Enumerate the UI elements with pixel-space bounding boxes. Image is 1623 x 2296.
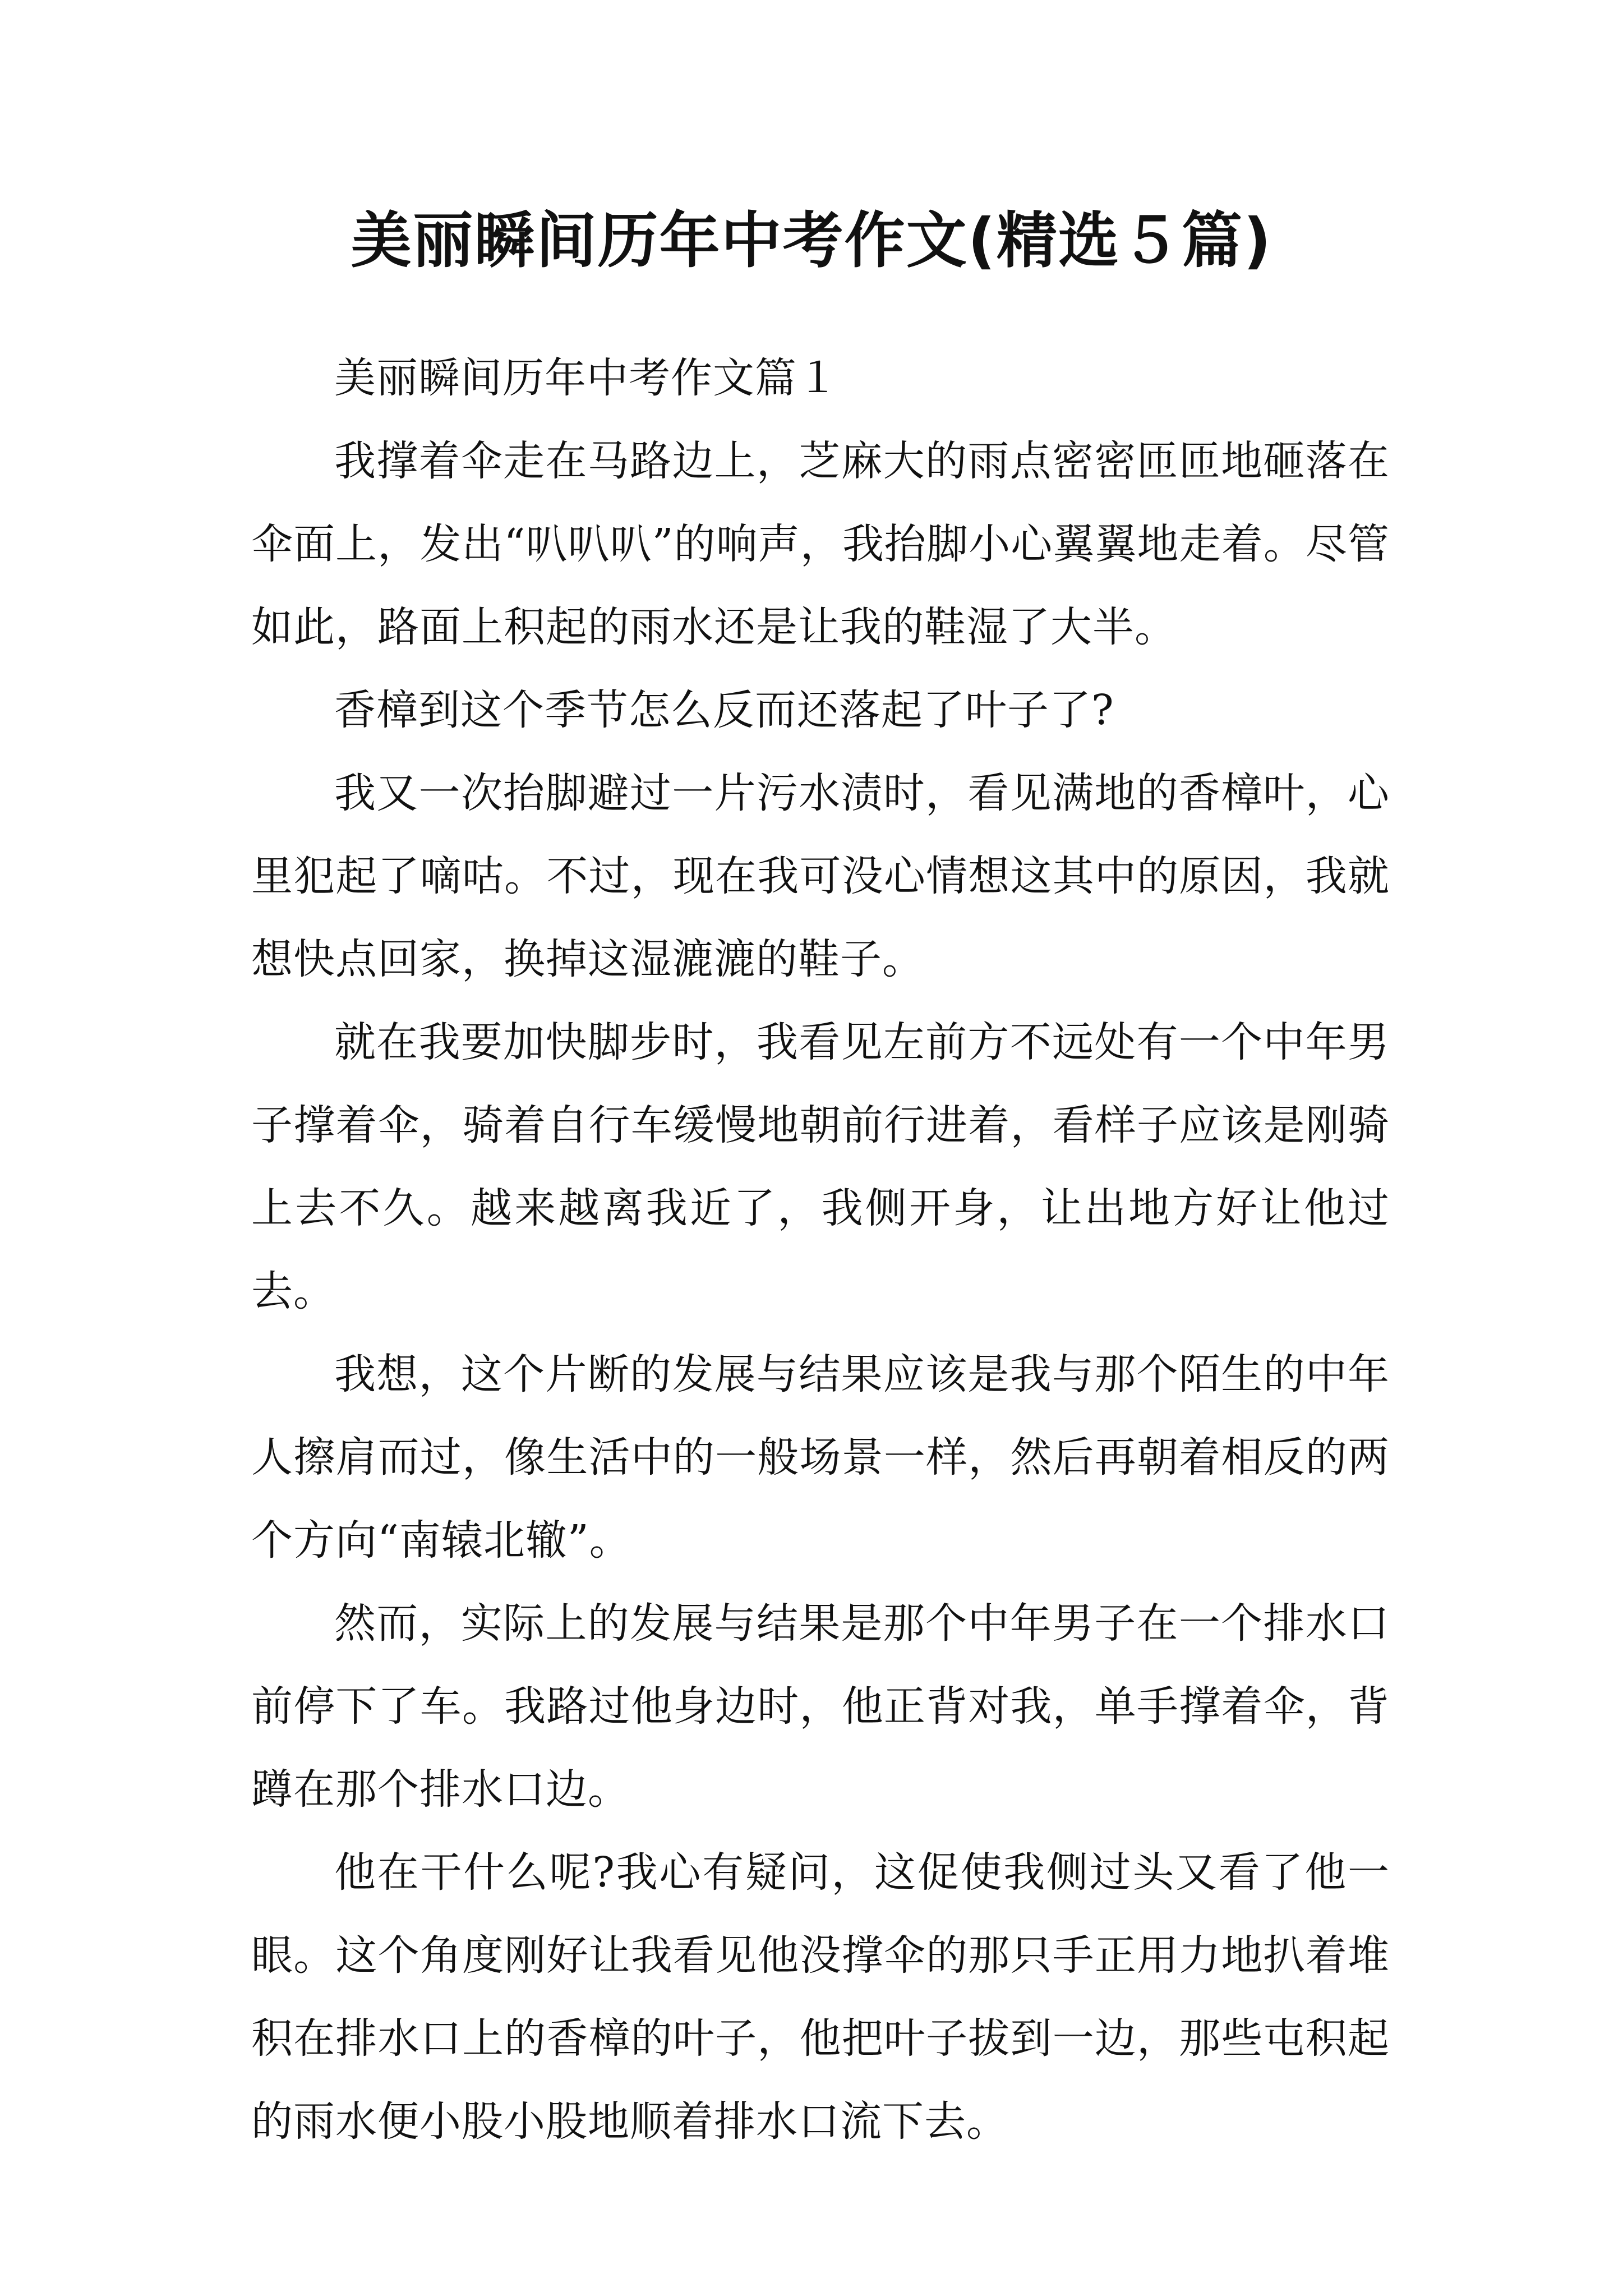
document-title: 美丽瞬间历年中考作文(精选５篇): [351, 206, 1272, 276]
paragraph-6: 然而，实际上的发展与结果是那个中年男子在一个排水口前停下了车。我路过他身边时，他正背对我，单手撑着伞，背蹲在那个排水口边。: [251, 1599, 1390, 1814]
paragraph-7: 他在干什么呢?我心有疑问，这促使我侧过头又看了他一眼。这个角度刚好让我看见他没撑伞的那只手正用力地扒着堆积在排水口上的香樟的叶子，他把叶子拔到一边，那些屯积起的雨水便小股小股地顺着排水口流下去。: [251, 1848, 1390, 2146]
paragraph-1: 我撑着伞走在马路边上，芝麻大的雨点密密匝匝地砸落在伞面上，发出“叭叭叭”的响声，我抬脚小心翼翼地走着。尽管如此，路面上积起的雨水还是让我的鞋湿了大半。: [251, 437, 1390, 651]
document-body: [251, 337, 1390, 2163]
paragraph-5: 我想，这个片断的发展与结果应该是我与那个陌生的中年人擦肩而过，像生活中的一般场景一样，然后再朝着相反的两个方向“南辕北辙”。: [251, 1350, 1390, 1565]
section-heading: 美丽瞬间历年中考作文篇１: [334, 354, 839, 402]
paragraph-4: 就在我要加快脚步时，我看见左前方不远处有一个中年男子撑着伞，骑着自行车缓慢地朝前行进着，看样子应该是刚骑上去不久。越来越离我近了，我侧开身，让出地方好让他过去。: [251, 1018, 1390, 1315]
paragraph-2: 香樟到这个季节怎么反而还落起了叶子了?: [334, 686, 1114, 734]
paragraph-3: 我又一次抬脚避过一片污水渍时，看见满地的香樟叶，心里犯起了嘀咕。不过，现在我可没心情想这其中的原因，我就想快点回家，换掉这湿漉漉的鞋子。: [251, 769, 1390, 983]
